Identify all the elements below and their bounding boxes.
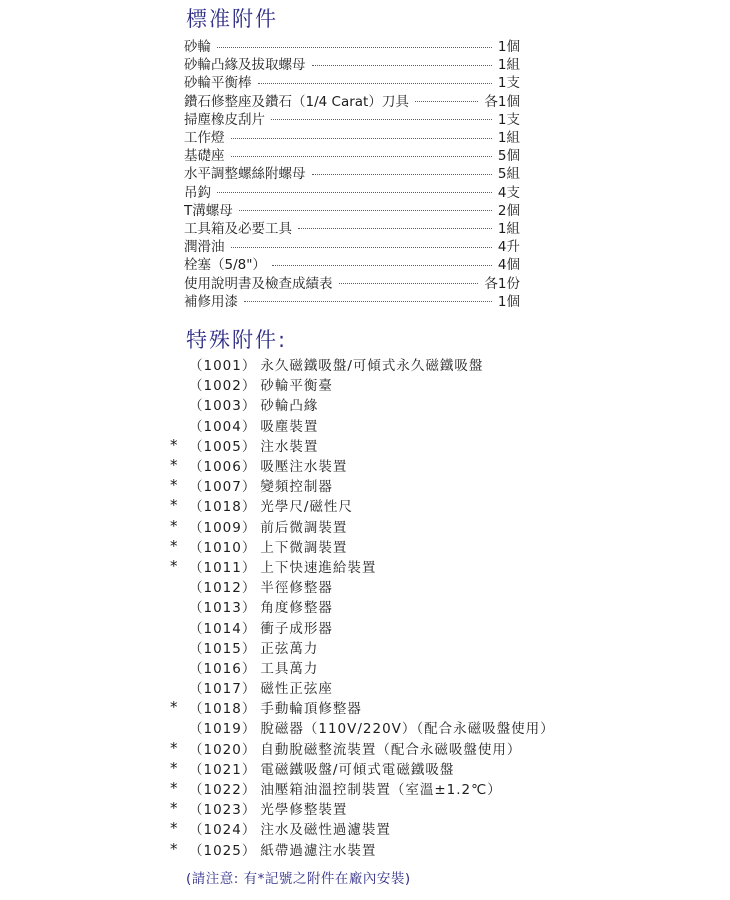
item-name: T溝螺母 <box>184 202 233 219</box>
item-name: 油壓箱油溫控制裝置（室溫±1.2℃） <box>260 782 502 799</box>
item-quantity: 4升 <box>497 239 520 256</box>
item-name: 砂輪平衡棒 <box>184 75 252 92</box>
dot-leader <box>339 283 479 284</box>
item-name: 衝子成形器 <box>260 620 333 637</box>
list-item <box>170 616 650 636</box>
item-name: 掃塵橡皮刮片 <box>184 111 265 128</box>
list-item <box>170 839 650 859</box>
list-item <box>184 145 520 163</box>
item-code: （1009） <box>189 519 257 536</box>
item-name: 吊鈎 <box>184 184 211 201</box>
item-quantity: 1個 <box>497 293 520 310</box>
installation-note: (請注意: 有*記號之附件在廠內安裝) <box>186 871 411 887</box>
list-item <box>170 697 650 717</box>
dot-leader <box>239 210 492 211</box>
factory-install-mark: * <box>170 839 179 858</box>
item-code: （1007） <box>189 479 257 496</box>
factory-install-mark: * <box>170 738 179 757</box>
dot-leader <box>244 301 492 302</box>
item-name: 栓塞（5/8"） <box>184 257 266 274</box>
factory-install-mark: * <box>170 556 179 575</box>
list-item <box>170 556 650 576</box>
dot-leader <box>312 65 492 66</box>
list-item <box>184 218 520 236</box>
item-quantity: 1支 <box>497 75 520 92</box>
list-item <box>170 798 650 818</box>
factory-install-mark: * <box>170 476 179 495</box>
item-name: 使用說明書及檢查成績表 <box>184 275 333 292</box>
list-item <box>170 738 650 758</box>
special-accessories-title: 特殊附件: <box>186 328 288 352</box>
dot-leader <box>231 138 492 139</box>
list-item <box>184 163 520 181</box>
list-item <box>170 778 650 798</box>
item-code: （1025） <box>189 842 257 859</box>
item-code: （1015） <box>189 640 257 657</box>
item-code: （1001） <box>189 358 257 375</box>
factory-install-mark: * <box>170 819 179 838</box>
item-name: 紙帶過濾注水裝置 <box>260 842 377 859</box>
item-code: （1002） <box>189 378 257 395</box>
dot-leader <box>231 247 492 248</box>
item-code: （1013） <box>189 600 257 617</box>
factory-install-mark: * <box>170 435 179 454</box>
list-item <box>184 109 520 127</box>
factory-install-mark: * <box>170 456 179 475</box>
item-name: 光學修整裝置 <box>260 802 348 819</box>
item-name: 砂輪凸緣及拔取螺母 <box>184 57 306 74</box>
factory-install-mark: * <box>170 799 179 818</box>
item-code: （1006） <box>189 459 257 476</box>
dot-leader <box>415 101 479 102</box>
item-code: （1004） <box>189 418 257 435</box>
item-code: （1010） <box>189 539 257 556</box>
item-name: 吸塵裝置 <box>260 418 319 435</box>
item-name: 砂輪平衡臺 <box>260 378 333 395</box>
standard-accessories-list <box>184 36 520 309</box>
list-item <box>170 455 650 475</box>
list-item <box>170 677 650 697</box>
list-item <box>170 536 650 556</box>
list-item <box>184 54 520 72</box>
item-quantity: 2個 <box>497 202 520 219</box>
dot-leader <box>271 119 492 120</box>
item-code: （1016） <box>189 660 257 677</box>
item-name: 上下微調裝置 <box>260 539 348 556</box>
item-quantity: 1支 <box>497 111 520 128</box>
list-item <box>184 127 520 145</box>
item-quantity: 各1份 <box>484 275 520 292</box>
list-item <box>184 254 520 272</box>
item-name: 水平調整螺絲附螺母 <box>184 166 306 183</box>
factory-install-mark: * <box>170 758 179 777</box>
item-name: 潤滑油 <box>184 239 225 256</box>
item-name: 前后微調裝置 <box>260 519 348 536</box>
item-name: 砂輪凸緣 <box>260 398 319 415</box>
item-quantity: 5個 <box>497 148 520 165</box>
list-item <box>184 36 520 54</box>
item-quantity: 4支 <box>497 184 520 201</box>
list-item <box>170 596 650 616</box>
factory-install-mark: * <box>170 698 179 717</box>
item-code: （1012） <box>189 580 257 597</box>
list-item <box>184 236 520 254</box>
item-name: 砂輪 <box>184 39 211 56</box>
item-code: （1003） <box>189 398 257 415</box>
factory-install-mark: * <box>170 496 179 515</box>
list-item <box>170 516 650 536</box>
item-name: 上下快速進給裝置 <box>260 559 377 576</box>
item-quantity: 1組 <box>497 57 520 74</box>
list-item <box>170 717 650 737</box>
list-item <box>170 637 650 657</box>
item-name: 脫磁器（110V/220V）（配合永磁吸盤使用） <box>260 721 555 738</box>
item-code: （1020） <box>189 741 257 758</box>
item-name: 自動脫磁整流裝置（配合永磁吸盤使用） <box>260 741 522 758</box>
list-item <box>170 818 650 838</box>
item-code: （1023） <box>189 802 257 819</box>
item-code: （1005） <box>189 438 257 455</box>
item-name: 鑽石修整座及鑽石（1/4 Carat）刀具 <box>184 93 409 110</box>
item-code: （1011） <box>189 559 257 576</box>
item-code: （1017） <box>189 681 257 698</box>
list-item <box>170 495 650 515</box>
item-quantity: 1個 <box>497 39 520 56</box>
list-item <box>170 415 650 435</box>
item-code: （1021） <box>189 761 257 778</box>
factory-install-mark: * <box>170 516 179 535</box>
item-name: 手動輪頂修整器 <box>260 701 362 718</box>
item-quantity: 4個 <box>497 257 520 274</box>
item-quantity: 5組 <box>497 166 520 183</box>
item-code: （1024） <box>189 822 257 839</box>
list-item <box>184 72 520 90</box>
list-item <box>170 657 650 677</box>
standard-accessories-title: 標准附件 <box>186 7 278 31</box>
list-item <box>184 272 520 290</box>
item-name: 補修用漆 <box>184 293 238 310</box>
dot-leader <box>258 83 492 84</box>
item-name: 變頻控制器 <box>260 479 333 496</box>
dot-leader <box>272 265 492 266</box>
item-name: 工具箱及必要工具 <box>184 220 292 237</box>
dot-leader <box>217 47 492 48</box>
item-quantity: 各1個 <box>484 93 520 110</box>
item-name: 角度修整器 <box>260 600 333 617</box>
list-item <box>170 435 650 455</box>
list-item <box>184 91 520 109</box>
dot-leader <box>298 228 492 229</box>
dot-leader <box>312 174 492 175</box>
item-name: 注水裝置 <box>260 438 319 455</box>
item-name: 注水及磁性過濾裝置 <box>260 822 391 839</box>
item-code: （1014） <box>189 620 257 637</box>
item-name: 光學尺/磁性尺 <box>260 499 353 516</box>
list-item <box>170 374 650 394</box>
item-name: 基礎座 <box>184 148 225 165</box>
list-item <box>184 291 520 309</box>
list-item <box>184 200 520 218</box>
list-item <box>170 475 650 495</box>
factory-install-mark: * <box>170 536 179 555</box>
item-code: （1018） <box>189 701 257 718</box>
list-item <box>170 576 650 596</box>
item-code: （1019） <box>189 721 257 738</box>
item-name: 正弦萬力 <box>260 640 319 657</box>
item-name: 永久磁鐵吸盤/可傾式永久磁鐵吸盤 <box>260 358 484 375</box>
list-item <box>170 758 650 778</box>
item-quantity: 1組 <box>497 130 520 147</box>
list-item <box>170 394 650 414</box>
dot-leader <box>217 192 492 193</box>
item-name: 磁性正弦座 <box>260 681 333 698</box>
item-name: 電磁鐵吸盤/可傾式電磁鐵吸盤 <box>260 761 455 778</box>
item-name: 吸壓注水裝置 <box>260 459 348 476</box>
factory-install-mark: * <box>170 779 179 798</box>
list-item <box>170 354 650 374</box>
list-item <box>184 182 520 200</box>
dot-leader <box>231 156 492 157</box>
item-name: 工作燈 <box>184 130 225 147</box>
item-code: （1022） <box>189 782 257 799</box>
item-code: （1018） <box>189 499 257 516</box>
item-quantity: 1組 <box>497 220 520 237</box>
item-name: 工具萬力 <box>260 660 319 677</box>
item-name: 半徑修整器 <box>260 580 333 597</box>
special-accessories-list <box>170 354 650 859</box>
